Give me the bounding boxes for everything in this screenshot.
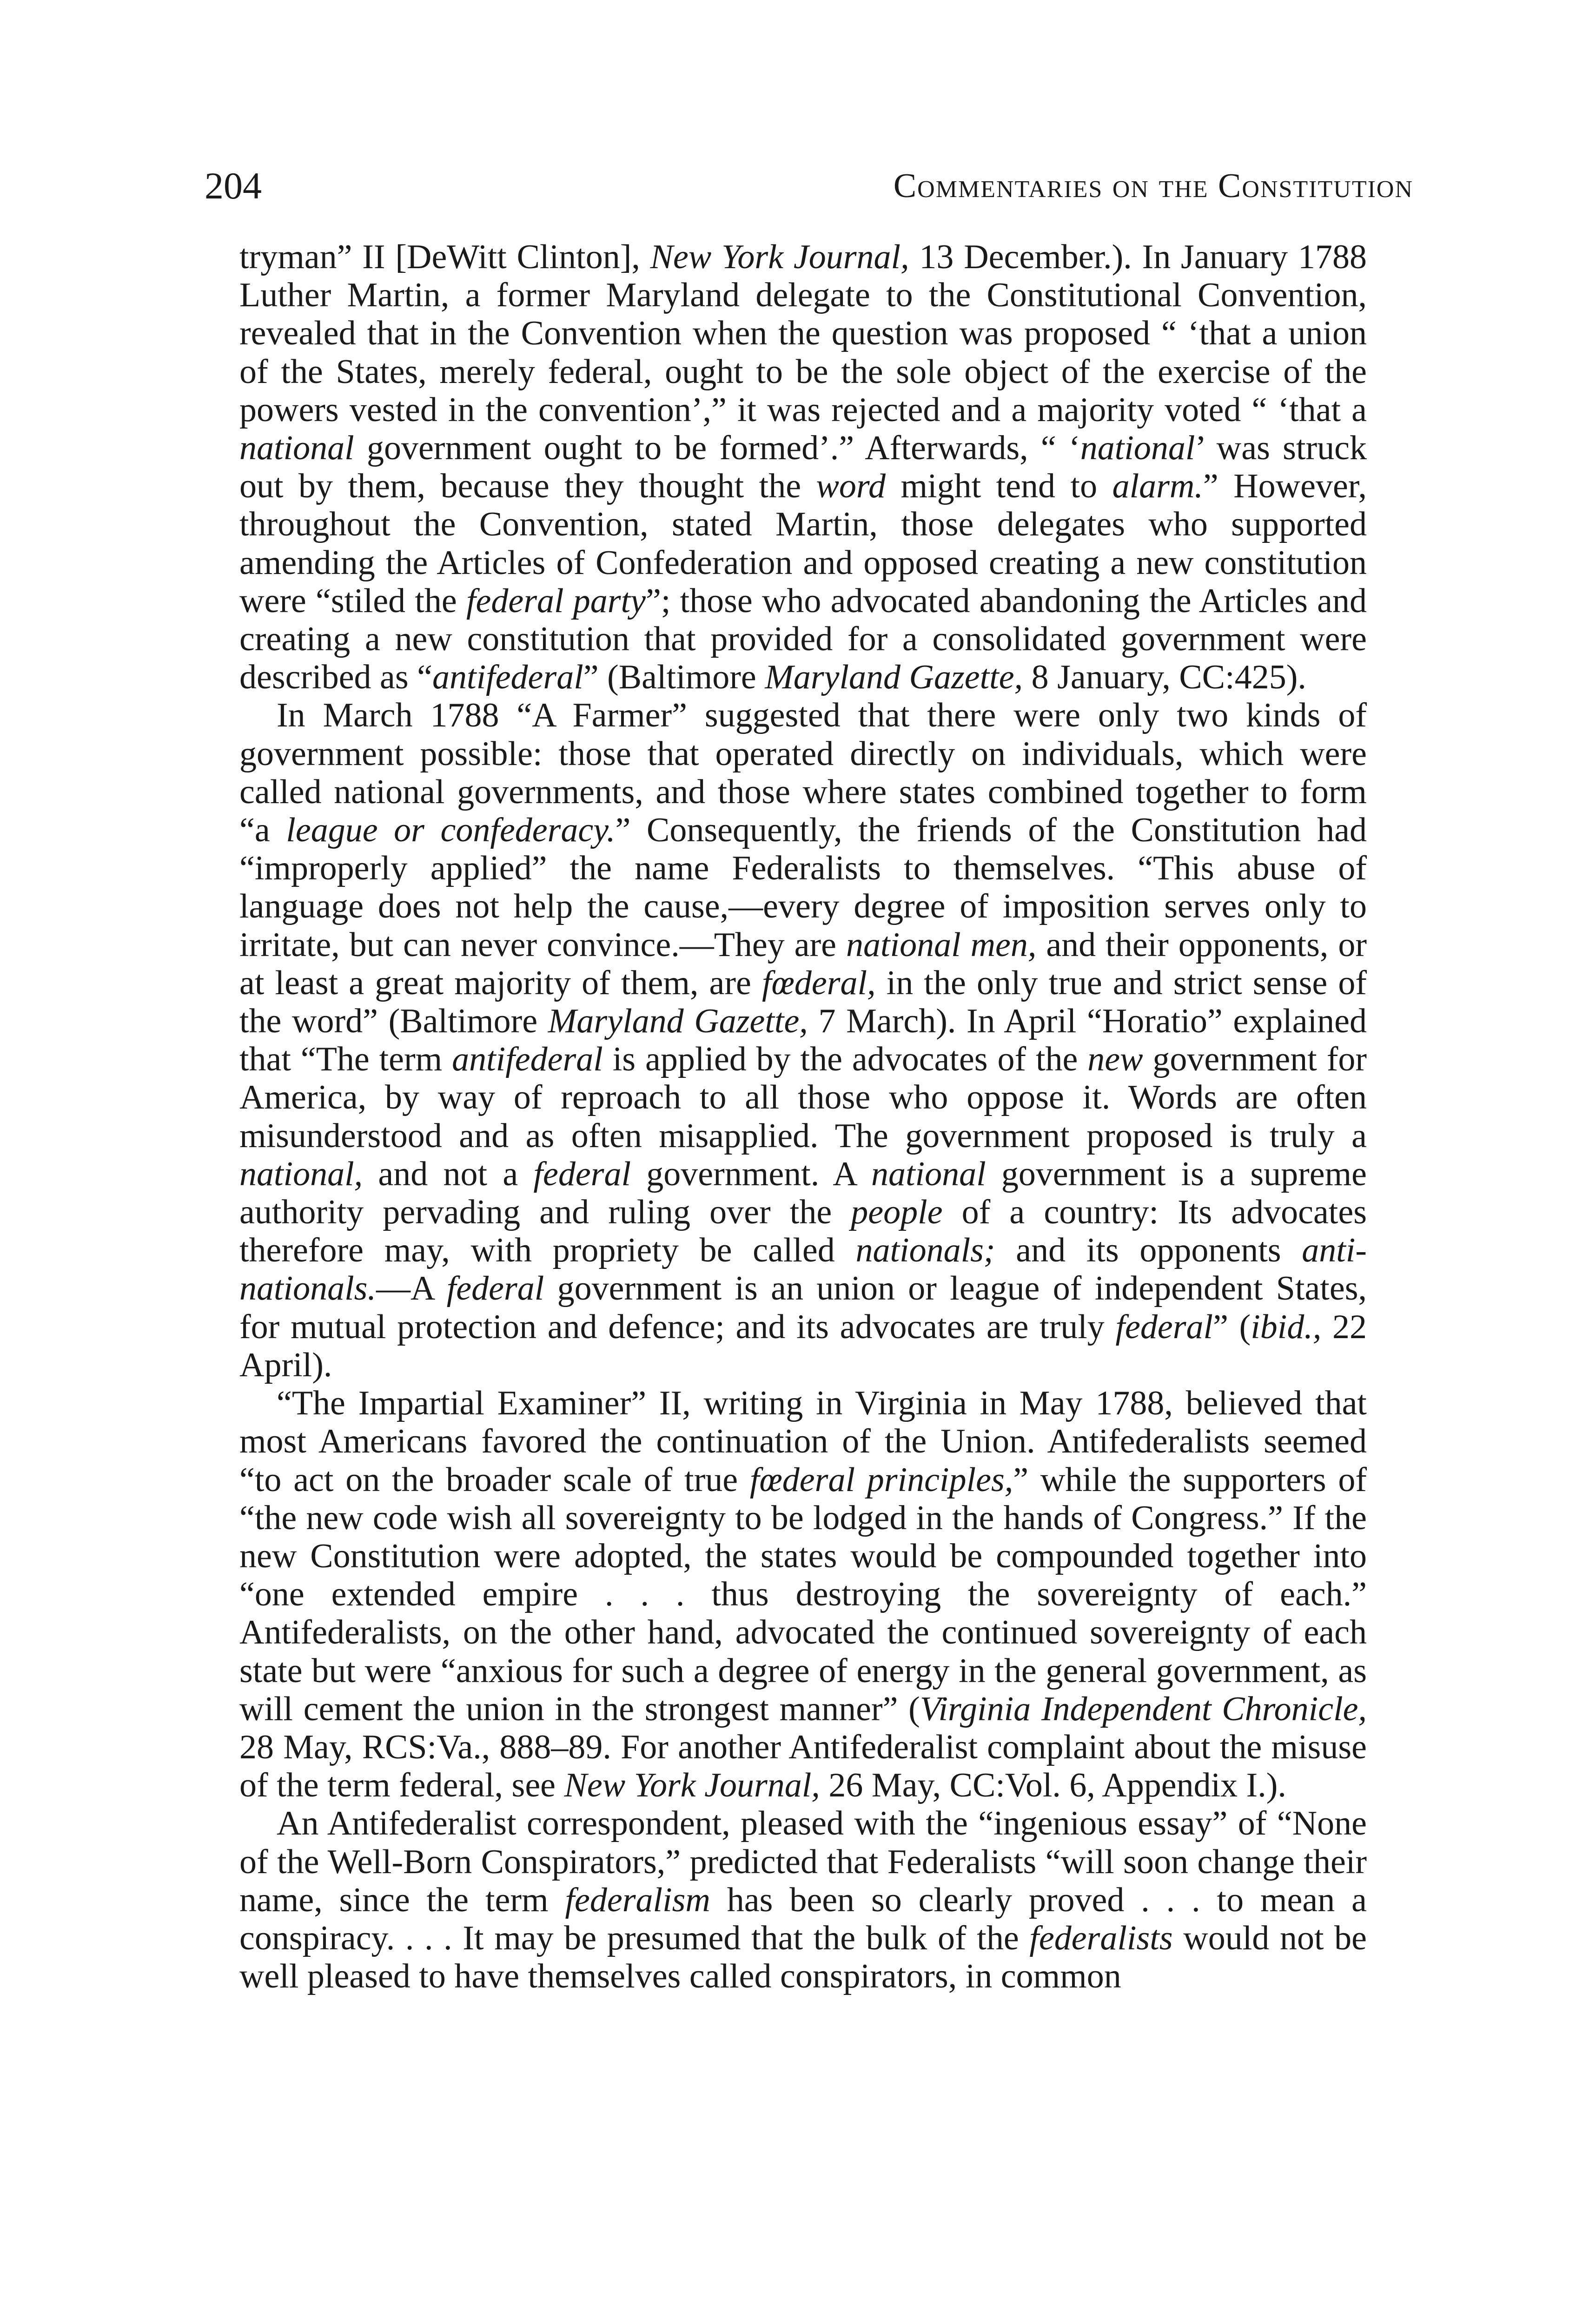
text-run: ” while the supporters of “the new code wish all sovereignty to be lodged in the hands of Congress.” If the new Constitution were adopted, the states would be compounded together into “one extended empire . . . thus destroying the sovereignty of each.” Antifederalists, on the other hand, advocated the continued sovereignty of each state but were “anxious for such a degree of energy in the general government, as will cement the union in the strongest manner” ( [239,1460,1367,1728]
text-run: government. A [631,1155,871,1193]
paragraph [239,696,1367,1384]
text-run: tryman” II [DeWitt Clinton], [239,238,650,276]
italic-run: nationals; [855,1231,995,1270]
text-run: has been so clearly proved . . . to mean a conspiracy. . . . It may be presumed that the bulk of the [239,1881,1367,1957]
italic-run: federalism [565,1881,710,1919]
italic-run: federal [1115,1307,1213,1346]
italic-run: New York Journal, [650,238,909,276]
italic-run: new [1087,1040,1143,1079]
text-run: An Antifederalist correspondent, pleased with the “ingenious essay” of “None of the Well-Born Conspirators,” predicted that Federalists “will soon change their name, since the term [239,1804,1367,1919]
italic-run: national [1080,429,1195,468]
italic-run: antifederal [432,658,583,697]
italic-run: federal [533,1155,631,1193]
running-title: Commentaries on the Constitution [893,167,1413,205]
paragraph [239,238,1367,696]
text-run: and their opponents, or at least a great majority of them, are [239,925,1367,1002]
text-run: government for America, by way of reproach to all those who oppose it. Words are often misunderstood and as often misapplied. The government proposed is truly a [239,1040,1367,1155]
text-run: of a country: Its advocates therefore may, with propriety be called [239,1193,1367,1270]
italic-run: Virginia Independent Chronicle, [920,1690,1367,1728]
text-run: “The Impartial Examiner” II, writing in Virginia in May 1788, believed that most Americans favored the continuation of the Union. Antifederalists seemed “to act on the broader scale of true [239,1384,1367,1499]
text-run: government is a supreme authority pervading and ruling over the [239,1155,1367,1232]
italic-run: word [816,467,886,506]
text-run: ” However, throughout the Convention, stated Martin, those delegates who supported amending the Articles of Confederation and opposed creating a new constitution were “stiled the [239,467,1367,620]
italic-run: federal [446,1269,544,1308]
text-run: in the only true and strict sense of the word” (Baltimore [239,964,1367,1041]
text-run: 13 December.). In January 1788 Luther Martin, a former Maryland delegate to the Constitutional Convention, revealed that in the Convention when the question was proposed “ ‘that a union of the States, merely federal, ought to be the sole object of the exercise of the powers vested in the convention’,” it was rejected and a majority voted “ ‘that a [239,238,1367,429]
body-text [239,238,1367,1995]
text-run: 28 May, RCS:Va., 888–89. For another Antifederalist complaint about the misuse of the term federal, see [239,1728,1367,1805]
italic-run: New York Journal, [564,1766,820,1805]
italic-run: anti-nationals. [239,1231,1367,1308]
page-number: 204 [205,165,262,207]
text-run: and its opponents [995,1231,1302,1270]
italic-run: national [239,429,354,468]
italic-run: national men, [846,925,1037,964]
italic-run: national, [239,1155,363,1193]
text-run: ”; those who advocated abandoning the Articles and creating a new constitution that provided for a consolidated government were described as “ [239,581,1367,697]
italic-run: fœderal principles, [749,1460,1013,1499]
italic-run: Maryland Gazette, [548,1002,808,1041]
italic-run: antifederal [452,1040,603,1079]
paragraph [239,1384,1367,1804]
text-run: ” ( [1213,1307,1251,1346]
italic-run: ibid., [1251,1307,1322,1346]
paragraph [239,1804,1367,1995]
italic-run: Maryland Gazette, [765,658,1023,697]
text-run: 22 April). [239,1307,1367,1384]
text-run: would not be well pleased to have themselves called conspirators, in common [239,1919,1367,1996]
italic-run: people [851,1193,943,1232]
text-run: 7 March). In April “Horatio” explained that “The term [239,1002,1367,1079]
text-run: In March 1788 “A Farmer” suggested that there were only two kinds of government possible: those that operated directly on individuals, which were called national governments, and those where states combined together to form “a [239,696,1367,850]
italic-run: league or confederacy. [286,811,616,850]
text-run: is applied by the advocates of the [602,1040,1088,1079]
text-run: government is an union or league of independent States, for mutual protection and defence; and its advocates are truly [239,1269,1367,1346]
italic-run: national [871,1155,986,1193]
text-run: —A [376,1269,447,1308]
text-run: ’ was struck out by them, because they thought the [239,429,1367,506]
italic-run: federalists [1029,1919,1173,1957]
text-run: and not a [363,1155,534,1193]
italic-run: fœderal, [761,964,876,1002]
text-run: 26 May, CC:Vol. 6, Appendix I.). [820,1766,1286,1805]
text-run: government ought to be formed’.” Afterwards, “ ‘ [354,429,1080,468]
italic-run: alarm. [1112,467,1203,506]
running-head [205,165,1413,207]
text-run: ” Consequently, the friends of the Constitution had “improperly applied” the name Federalists to themselves. “This abuse of language does not help the cause,—every degree of imposition serves only to irritate, but can never convince.—They are [239,811,1367,964]
italic-run: federal party [466,581,646,620]
text-run: ” (Baltimore [583,658,765,697]
text-run: might tend to [885,467,1112,506]
text-run: 8 January, CC:425). [1023,658,1306,697]
